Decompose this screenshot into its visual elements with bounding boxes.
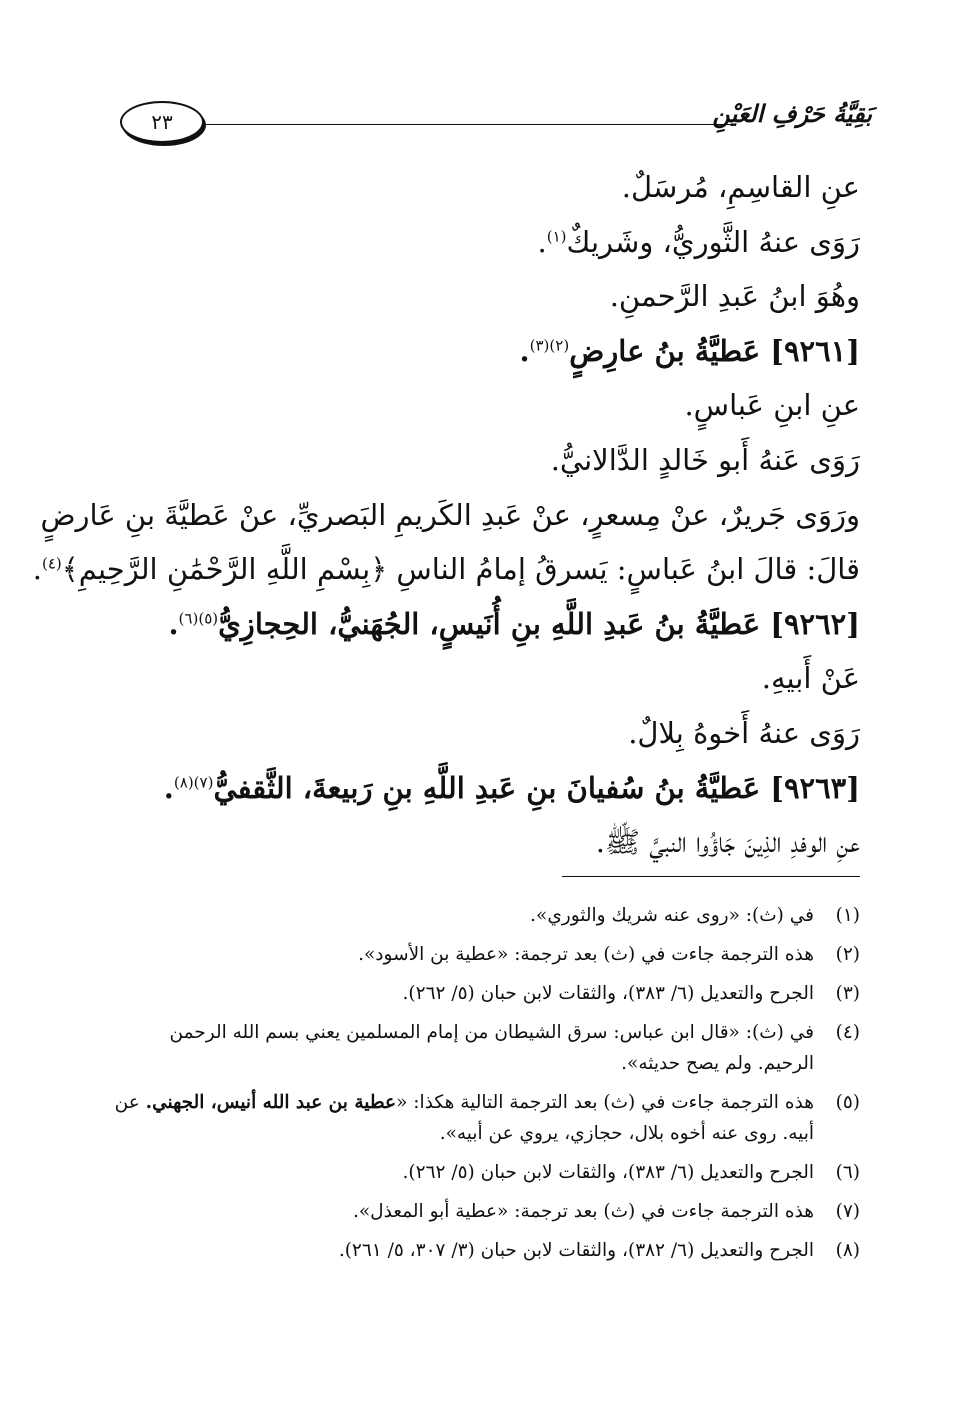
text-line: عنِ ابنِ عَباسٍ. <box>684 388 860 423</box>
footnote-separator <box>562 876 860 877</box>
footnote-number: (٥) <box>835 1092 860 1113</box>
footnotes <box>110 900 860 1274</box>
text-line: ورَوَى جَريرٌ، عنْ مِسعرٍ، عنْ عَبدِ الكَريمِ البَصريِّ، عنْ عَطيَّةَ بنِ عَارضٍ <box>40 497 860 532</box>
footnote-bold-text: عطية بن عبد الله أنيس، الجهني. <box>145 1092 397 1113</box>
text-line: عنِ الوفدِ الذِينَ جَاؤُوا النبيَّ ﷺ. <box>595 825 860 860</box>
footnote-number: (٢) <box>835 944 860 965</box>
footnote-ref: (٤) <box>41 554 62 573</box>
footnote <box>110 1196 860 1227</box>
footnote-number: (٦) <box>835 1162 860 1183</box>
footnote-number: (٨) <box>835 1240 860 1261</box>
footnote-ref: (١) <box>546 226 567 245</box>
text-line: رَوَى عَنهُ أَبو خَالدٍ الدَّالانيُّ. <box>550 442 860 477</box>
page-number-badge <box>120 101 204 143</box>
main-text <box>32 160 860 870</box>
footnote-number: (١) <box>835 905 860 926</box>
footnote-text: هذه الترجمة جاءت في (ث) بعد الترجمة التالية هكذا: «عطية بن عبد الله أنيس، الجهني. عن أبيه. روى عنه أخوه بلال، حجازي، يروي عن أبيه». <box>114 1092 814 1144</box>
footnote <box>110 978 860 1009</box>
footnote <box>110 1235 860 1266</box>
footnote-text: في (ث): «روى عنه شريك والثوري». <box>530 905 814 926</box>
text-line: رَوَى عنهُ أَخوهُ بِلالٌ. <box>628 715 860 750</box>
footnote-text: في (ث): «قال ابن عباس: سرق الشيطان من إمام المسلمين يعني بسم الله الرحمن الرحيم. ولم يصح حديثه». <box>169 1022 814 1074</box>
text-line: رَوَى عنهُ الثَّوريُّ، وشَريكٌ$^{(١)}$. <box>537 224 860 259</box>
entry-heading: [٩٢٦٢] عَطيَّةُ بنُ عَبدِ اللَّهِ بنِ أُنَيسٍ، الجُهَنيُّ، الحِجازِيُّ$^{(٥)(٦)}$. <box>168 606 860 641</box>
text-line: عنِ القاسِمِ، مُرسَلٌ. <box>621 170 860 204</box>
entry-heading: [٩٢٦١] عَطيَّةُ بنُ عارِضٍ$^{(٢)(٣)}$. <box>519 333 860 368</box>
footnote-ref: (٥)(٦) <box>178 609 219 628</box>
footnote-text: هذه الترجمة جاءت في (ث) بعد ترجمة: «عطية بن الأسود». <box>358 944 814 965</box>
footnote <box>110 1017 860 1079</box>
footnote-text: الجرح والتعديل (٦/ ٣٨٣)، والثقات لابن حبان (٥/ ٢٦٢). <box>402 1162 814 1183</box>
footnote-number: (٤) <box>835 1022 860 1043</box>
text-line: وهُوَ ابنُ عَبدِ الرَّحمنِ. <box>609 279 860 314</box>
footnote-text: الجرح والتعديل (٦/ ٣٨٣)، والثقات لابن حبان (٥/ ٢٦٢). <box>402 983 814 1004</box>
running-title: بَقِيَّةُ حَرْفِ العَيْنِ <box>712 99 872 128</box>
footnote-ref: (٧)(٨) <box>173 772 214 791</box>
page-header <box>120 95 872 149</box>
footnote <box>110 1157 860 1188</box>
footnote <box>110 1087 860 1149</box>
footnote-number: (٣) <box>835 983 860 1004</box>
page-number: ٢٣ <box>151 110 173 134</box>
footnote <box>110 939 860 970</box>
footnote-text: الجرح والتعديل (٦/ ٣٨٢)، والثقات لابن حبان (٣/ ٣٠٧، ٥/ ٢٦١). <box>338 1240 814 1261</box>
entry-heading: [٩٢٦٣] عَطيَّةُ بنُ سُفيانَ بنِ عَبدِ اللَّهِ بنِ رَبيعةَ، الثَّقفيُّ$^{(٧)(٨)}$. <box>163 770 860 805</box>
footnote-number: (٧) <box>835 1201 860 1222</box>
footnote-text: هذه الترجمة جاءت في (ث) بعد ترجمة: «عطية أبو المعذل». <box>352 1201 814 1222</box>
text-line: قالَ: قالَ ابنُ عَباسٍ: يَسرقُ إمامُ الناسِ ﴿بِسْمِ اللَّهِ الرَّحْمَٰنِ الرَّحِيمِ﴾$^{(٤)}$. <box>32 552 860 587</box>
footnote-ref: (٢)(٣) <box>529 336 570 355</box>
text-line: عَنْ أَبيهِ. <box>761 661 860 696</box>
header-rule <box>206 124 734 125</box>
footnote <box>110 900 860 931</box>
